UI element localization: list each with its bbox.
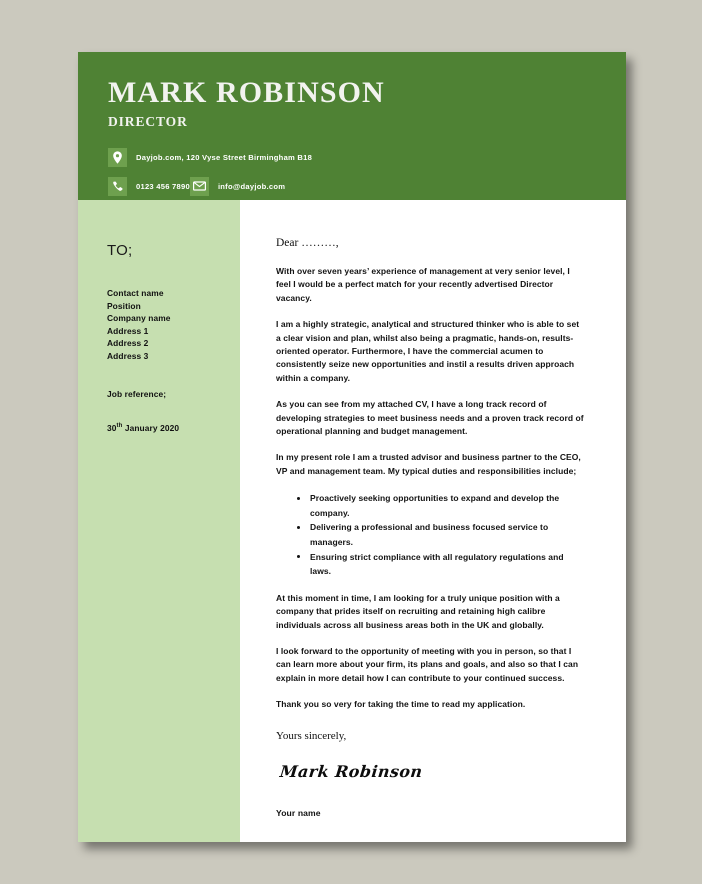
recipient-address-block — [107, 287, 240, 363]
contact-email-text: info@dayjob.com — [217, 181, 286, 191]
envelope-icon — [190, 177, 209, 196]
salutation: Dear ………, — [276, 237, 339, 249]
contact-phone-text: 0123 456 7890 — [136, 181, 190, 191]
letter-paragraph: Thank you so very for taking the time to read my application. — [276, 699, 526, 710]
address-line: Address 3 — [107, 350, 149, 361]
date-day: 30 — [107, 422, 117, 433]
document-header — [78, 52, 626, 200]
cover-letter-document — [78, 52, 626, 842]
duties-bullet-list — [276, 491, 586, 579]
document-body — [78, 200, 626, 842]
letter-paragraph: As you can see from my attached CV, I have a long track record of developing strategies to meet business needs and a proven track record of operational planning and budget management. — [276, 399, 584, 437]
address-line: Contact name — [107, 288, 164, 298]
letter-date — [107, 423, 240, 433]
letter-paragraph: With over seven years’ experience of management at very senior level, I feel I would be a perfect match for your recently advertised Director vacancy. — [276, 266, 570, 303]
your-name-placeholder: Your name — [276, 807, 321, 818]
phone-icon — [108, 177, 127, 196]
letter-paragraph: In my present role I am a trusted advisor and business partner to the CEO, VP and management team. My typical duties and responsibilities include; — [276, 452, 581, 476]
address-line: Address 1 — [107, 325, 149, 336]
contact-details — [108, 147, 626, 197]
contact-row-address — [108, 147, 626, 168]
signature: Mark Robinson — [279, 761, 424, 781]
address-line: Position — [107, 300, 141, 311]
bullet-item: Delivering a professional and business focused service to managers. — [310, 520, 586, 549]
letter-paragraph: I look forward to the opportunity of meeting with you in person, so that I can learn more about your firm, its plans and goals, and also so that I can explain in more detail how I can contribute to your continued success. — [276, 646, 579, 683]
bullet-item: Proactively seeking opportunities to expand and develop the company. — [310, 491, 586, 520]
date-suffix: th — [116, 422, 123, 429]
contact-row-phone-email — [108, 176, 626, 197]
letter-paragraph: At this moment in time, I am looking for a truly unique position with a company that prides itself on recruiting and retaining high calibre individuals across all business areas both in the UK and globally. — [276, 592, 560, 630]
letter-paragraph: I am a highly strategic, analytical and structured thinker who is able to set a clear vision and plan, whilst also being a pragmatic, hands-on, results-oriented operator. Furthermore, I have the commercial acumen to consistently seize new opportunities and instil a results driven approach within a company. — [276, 319, 580, 383]
date-rest: January 2020 — [122, 422, 180, 433]
applicant-job-title: DIRECTOR — [108, 114, 188, 129]
to-label: TO; — [107, 242, 133, 259]
address-line: Address 2 — [107, 338, 149, 349]
job-reference-label: Job reference; — [107, 388, 167, 399]
location-pin-icon — [108, 148, 127, 167]
closing-salutation: Yours sincerely, — [276, 729, 347, 742]
contact-address-text: Dayjob.com, 120 Vyse Street Birmingham B18 — [136, 152, 313, 162]
recipient-sidebar — [78, 200, 240, 842]
bullet-item: Ensuring strict compliance with all regulatory regulations and laws. — [310, 550, 586, 579]
letter-content — [240, 200, 626, 842]
address-line: Company name — [107, 313, 171, 324]
applicant-name: MARK ROBINSON — [108, 76, 385, 109]
